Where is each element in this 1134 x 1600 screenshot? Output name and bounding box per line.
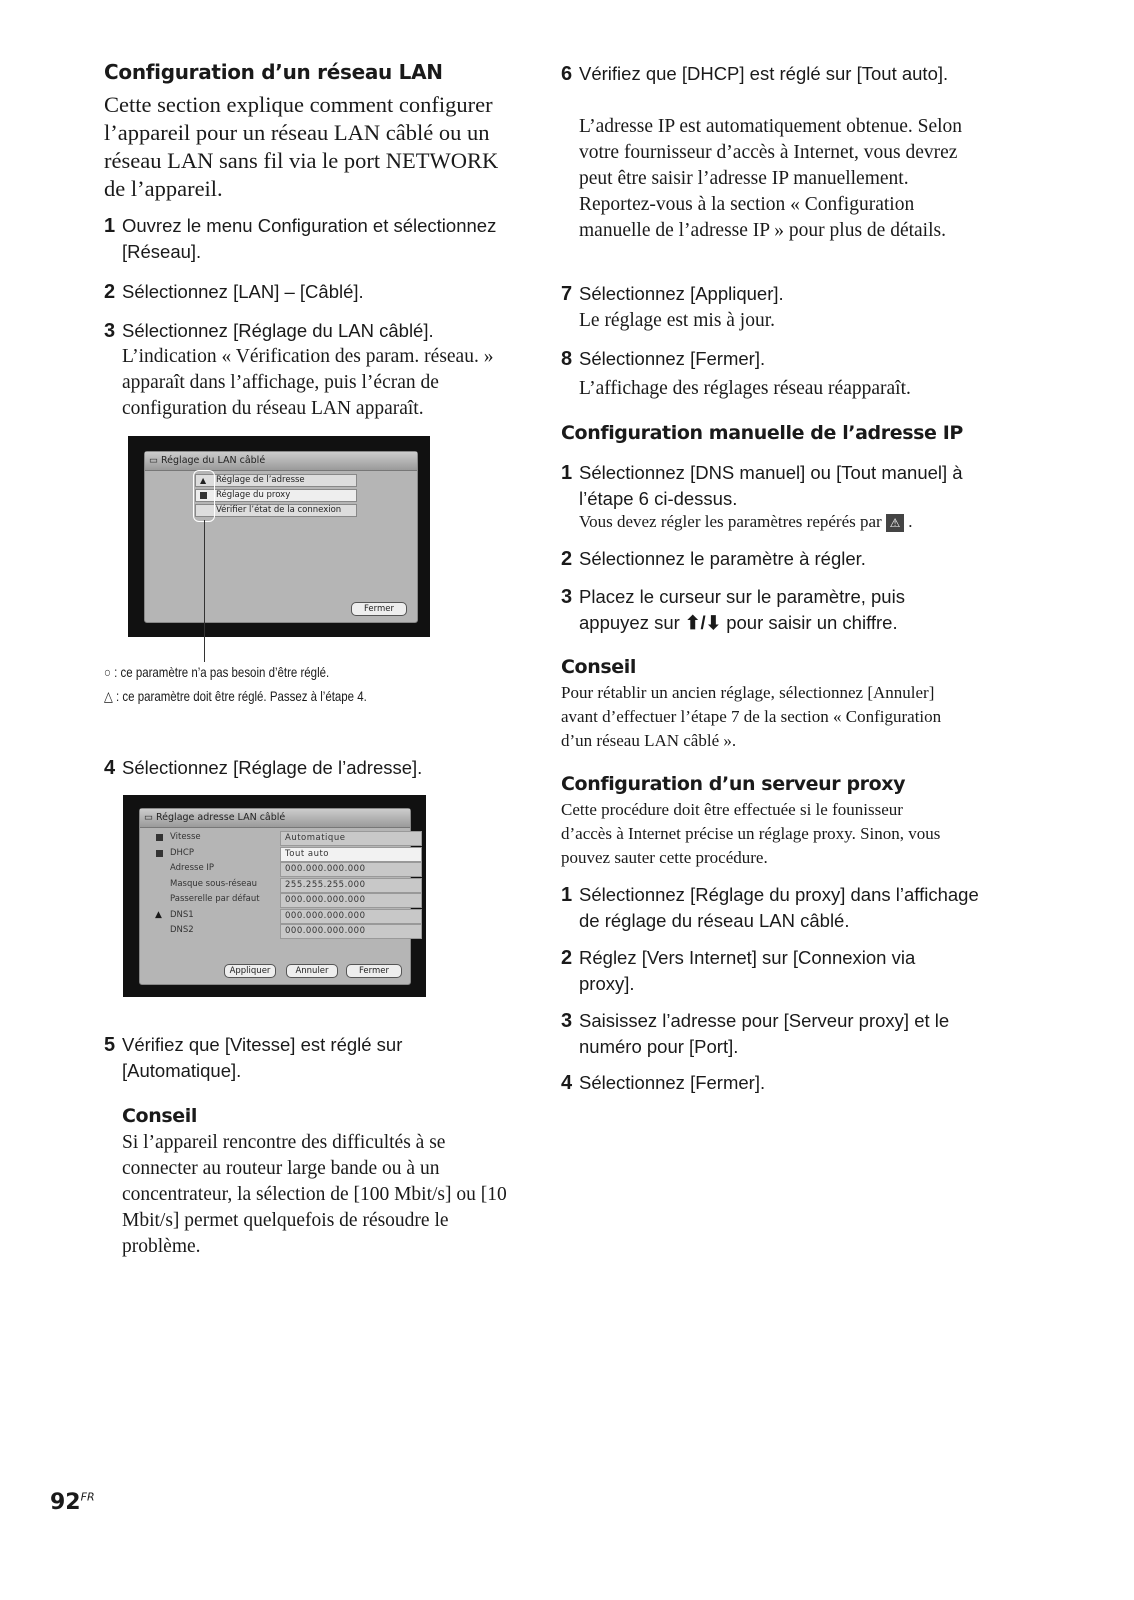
proxy-intro: Cette procédure doit être effectuée si le founisseur d’accès à Internet précise un réglage proxy. Sinon, vous pouvez sauter cette procédure. — [561, 800, 941, 867]
step-8: 8 Sélectionnez [Fermer]. — [561, 348, 766, 370]
setting-row[interactable] — [154, 893, 422, 906]
setting-value[interactable]: 000.000.000.000 — [280, 909, 422, 924]
setting-value[interactable]: Tout auto — [280, 847, 422, 862]
step-1: 1 Ouvrez le menu Configuration et sélectionnez [Réseau]. — [104, 215, 497, 262]
screen-title: ▭ Réglage adresse LAN câblé — [140, 809, 410, 828]
setting-value[interactable]: 000.000.000.000 — [280, 862, 422, 877]
manual-step-1: 1 Sélectionnez [DNS manuel] ou [Tout manuel] à l’étape 6 ci-dessus. — [561, 462, 963, 509]
setting-row[interactable] — [154, 924, 422, 937]
manual-step-3: 3 Placez le curseur sur le paramètre, puis appuyez sur ⬆/⬇ pour saisir un chiffre. — [561, 586, 905, 633]
setting-label: Adresse IP — [170, 863, 215, 873]
intro-text: Cette section explique comment configurer l’appareil pour un réseau LAN câblé ou un réseau LAN sans fil via le port NETWORK de l’appareil. — [104, 92, 499, 201]
setting-label: Masque sous-réseau — [170, 878, 257, 889]
step-6-detail: L’adresse IP est automatiquement obtenue. Selon votre fournisseur d’accès à Internet, vous devrez peut être saisir l’adresse IP manuellement. Reportez-vous à la section « Configuration manuelle de l’adresse IP » pour plus de détails. — [579, 116, 963, 241]
step-7: 7 Sélectionnez [Appliquer]. — [561, 283, 784, 305]
tip-text: Si l’appareil rencontre des difficultés à se connecter au routeur large bande ou à un concentrateur, la sélection de [100 Mbit/s] ou [10 Mbit/s] permet quelquefois de résoudre le problème. — [122, 1132, 507, 1257]
manual-step-1-detail: Vous devez régler les paramètres repérés par ⚠ . — [579, 512, 913, 531]
up-down-arrow-icon: ⬆/⬇ — [684, 612, 722, 633]
proxy-step-2: 2 Réglez [Vers Internet] sur [Connexion via proxy]. — [561, 947, 916, 994]
setting-row[interactable] — [154, 862, 422, 875]
tip-text: Pour rétablir un ancien réglage, sélectionnez [Annuler] avant d’effectuer l’étape 7 de la section « Configuration d’un réseau LAN câblé ». — [561, 683, 942, 750]
setting-row[interactable] — [154, 847, 422, 860]
menu-item-check-connection[interactable]: Vérifier l’état de la connexion — [195, 504, 357, 517]
step-6: 6 Vérifiez que [DHCP] est réglé sur [Tout auto]. — [561, 63, 949, 85]
setting-value[interactable]: Automatique — [280, 831, 422, 846]
apply-button[interactable]: Appliquer — [224, 964, 276, 978]
page-number: $92^{FR}$ — [50, 1490, 95, 1515]
tip-title: Conseil — [122, 1105, 197, 1127]
proxy-title: Configuration d’un serveur proxy — [561, 773, 906, 795]
warning-icon: ▲ — [200, 476, 207, 485]
menu-item-address[interactable]: ▲ Réglage de l’adresse — [195, 474, 357, 487]
close-button[interactable]: Fermer — [351, 602, 407, 616]
setting-label: Vitesse — [170, 832, 201, 842]
step-5: 5 Vérifiez que [Vitesse] est réglé sur [Automatique]. — [104, 1034, 403, 1081]
setting-label: DHCP — [170, 847, 194, 858]
proxy-step-1: 1 Sélectionnez [Réglage du proxy] dans l’affichage de réglage du réseau LAN câblé. — [561, 884, 979, 931]
section-title: Configuration d’un réseau LAN — [104, 60, 443, 84]
legend-triangle: △ : ce paramètre doit être réglé. Passez à l’étape 4. — [104, 688, 367, 704]
screenshot-lan-setup — [128, 436, 430, 637]
setting-row[interactable] — [154, 831, 422, 844]
setting-value[interactable]: 000.000.000.000 — [280, 893, 422, 908]
tip-title: Conseil — [561, 656, 636, 678]
close-button[interactable]: Fermer — [346, 964, 402, 978]
manual-ip-title: Configuration manuelle de l’adresse IP — [561, 422, 963, 444]
setting-label: DNS2 — [170, 925, 194, 935]
step-7-detail: Le réglage est mis à jour. — [579, 310, 776, 331]
warning-icon: ▲ — [155, 909, 162, 920]
legend-circle: ○ : ce paramètre n’a pas besoin d’être réglé. — [104, 664, 330, 680]
triangle-icon: △ — [104, 688, 113, 704]
ok-icon — [156, 834, 163, 841]
menu-item-proxy[interactable]: Réglage du proxy — [195, 489, 357, 502]
setting-row[interactable] — [154, 878, 422, 891]
screenshot-address-setup — [123, 795, 426, 997]
setting-label: Passerelle par défaut — [170, 894, 260, 904]
step-3: 3 Sélectionnez [Réglage du LAN câblé]. — [104, 320, 434, 342]
proxy-step-3: 3 Saisissez l’adresse pour [Serveur proxy] et le numéro pour [Port]. — [561, 1010, 950, 1057]
setting-value[interactable]: 000.000.000.000 — [280, 924, 422, 939]
step-3-detail: L’indication « Vérification des param. réseau. » apparaît dans l’affichage, puis l’écran de configuration du réseau LAN apparaît. — [122, 346, 494, 419]
step-2: 2 Sélectionnez [LAN] – [Câblé]. — [104, 281, 364, 303]
cancel-button[interactable]: Annuler — [286, 964, 338, 978]
callout-outline — [193, 470, 215, 522]
setting-row[interactable] — [154, 909, 422, 922]
callout-line — [204, 520, 205, 662]
manual-step-2: 2 Sélectionnez le paramètre à régler. — [561, 548, 866, 570]
ok-icon — [156, 850, 163, 857]
setting-label: DNS1 — [170, 909, 194, 920]
proxy-step-4: 4 Sélectionnez [Fermer]. — [561, 1072, 766, 1094]
screen-title: ▭ Réglage du LAN câblé — [145, 452, 417, 471]
circle-icon: ○ — [104, 664, 111, 680]
step-8-detail: L’affichage des réglages réseau réapparaît. — [579, 378, 911, 399]
setting-value[interactable]: 255.255.255.000 — [280, 878, 422, 893]
step-4: 4 Sélectionnez [Réglage de l’adresse]. — [104, 757, 423, 779]
warning-icon: ⚠ — [886, 514, 904, 532]
